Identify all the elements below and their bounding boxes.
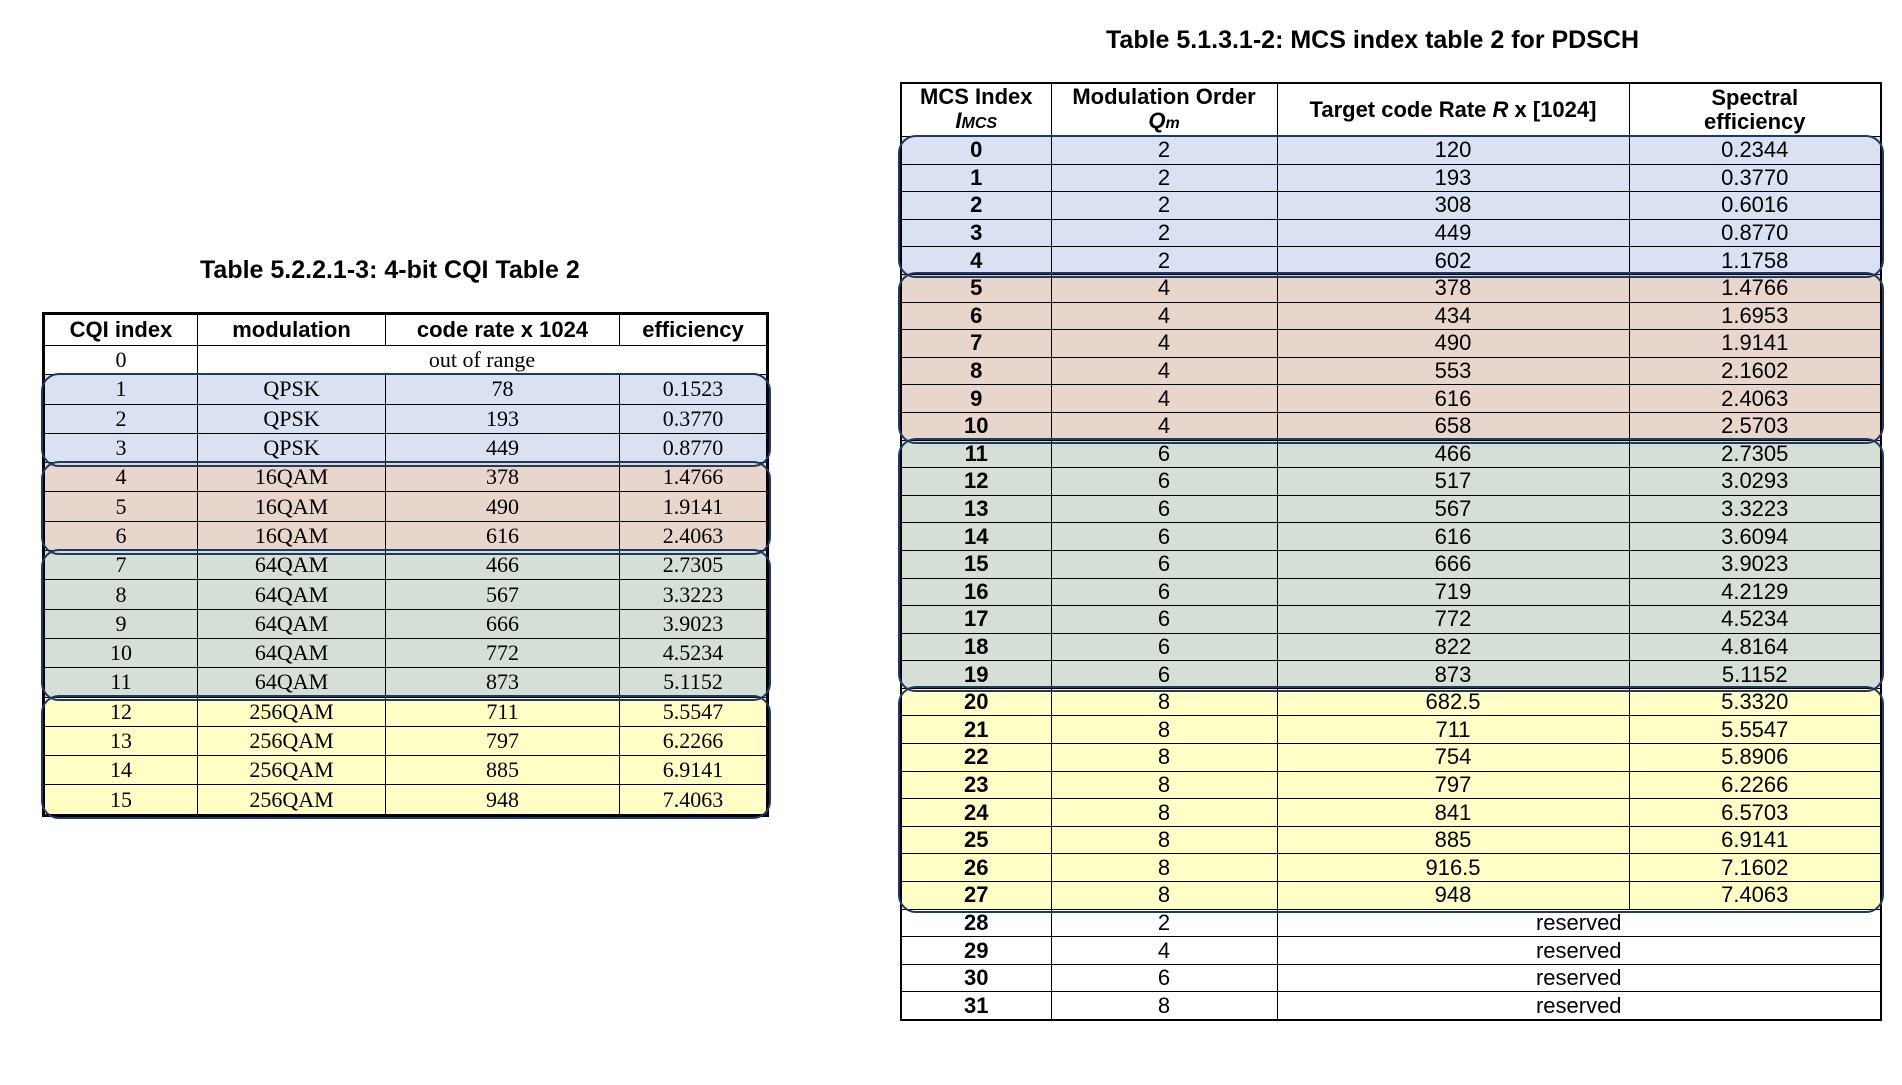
modulation-order-cell: 6: [1051, 964, 1277, 992]
target-code-rate-cell: 434: [1277, 302, 1629, 330]
mcs-index-cell: 0: [901, 137, 1051, 165]
mcs-reserved-row: [901, 909, 1881, 937]
spectral-efficiency-cell: 0.6016: [1629, 192, 1881, 220]
cqi-header-cell: efficiency: [620, 314, 768, 346]
cqi-header-row: [44, 314, 768, 346]
modulation-order-cell: 6: [1051, 661, 1277, 689]
mcs-index-cell: 21: [901, 716, 1051, 744]
code-rate-cell: 567: [386, 580, 620, 609]
mcs-index-cell: 7: [901, 330, 1051, 358]
cqi-header-cell: CQI index: [44, 314, 198, 346]
modulation-order-cell: 6: [1051, 523, 1277, 551]
spectral-efficiency-cell: 5.8906: [1629, 744, 1881, 772]
cqi-table-row: [44, 404, 768, 433]
modulation-order-cell: 8: [1051, 826, 1277, 854]
mcs-table-row: [901, 578, 1881, 606]
mcs-reserved-row: [901, 937, 1881, 965]
modulation-order-cell: 4: [1051, 412, 1277, 440]
spectral-efficiency-cell: 1.4766: [1629, 274, 1881, 302]
mcs-index-cell: 28: [901, 909, 1051, 937]
cqi-index-cell: 14: [44, 756, 198, 785]
cqi-table-title: Table 5.2.2.1-3: 4-bit CQI Table 2: [200, 256, 580, 284]
mcs-table-row: [901, 274, 1881, 302]
mcs-index-cell: 26: [901, 854, 1051, 882]
modulation-order-cell: 4: [1051, 330, 1277, 358]
target-code-rate-cell: 885: [1277, 826, 1629, 854]
cqi-index-cell: 3: [44, 433, 198, 462]
spectral-efficiency-cell: 3.9023: [1629, 550, 1881, 578]
code-rate-cell: 193: [386, 404, 620, 433]
modulation-cell: 64QAM: [198, 609, 386, 638]
code-rate-cell: 797: [386, 726, 620, 755]
cqi-table-row: [44, 668, 768, 697]
cqi-index-cell: 10: [44, 638, 198, 667]
efficiency-cell: 0.8770: [620, 433, 768, 462]
code-rate-cell: 616: [386, 521, 620, 550]
mcs-index-cell: 17: [901, 606, 1051, 634]
spectral-efficiency-cell: 2.7305: [1629, 440, 1881, 468]
cqi-table-row: [44, 726, 768, 755]
mcs-table-row: [901, 330, 1881, 358]
modulation-cell: 64QAM: [198, 668, 386, 697]
target-code-rate-cell: 916.5: [1277, 854, 1629, 882]
efficiency-cell: 5.1152: [620, 668, 768, 697]
mcs-index-cell: 1: [901, 164, 1051, 192]
mcs-table-row: [901, 854, 1881, 882]
cqi-index-cell: 13: [44, 726, 198, 755]
mcs-index-cell: 16: [901, 578, 1051, 606]
mcs-index-cell: 11: [901, 440, 1051, 468]
efficiency-cell: 6.2266: [620, 726, 768, 755]
target-code-rate-cell: 193: [1277, 164, 1629, 192]
spectral-efficiency-cell: 1.6953: [1629, 302, 1881, 330]
modulation-cell: QPSK: [198, 404, 386, 433]
modulation-cell: QPSK: [198, 375, 386, 404]
modulation-order-cell: 8: [1051, 854, 1277, 882]
modulation-order-cell: 2: [1051, 192, 1277, 220]
target-code-rate-cell: 616: [1277, 523, 1629, 551]
mcs-index-cell: 20: [901, 688, 1051, 716]
spectral-efficiency-cell: 5.5547: [1629, 716, 1881, 744]
mcs-table-row: [901, 164, 1881, 192]
header-symbol: R: [1492, 97, 1509, 122]
target-code-rate-cell: 378: [1277, 274, 1629, 302]
code-rate-cell: 873: [386, 668, 620, 697]
efficiency-cell: 7.4063: [620, 785, 768, 815]
modulation-cell: 256QAM: [198, 726, 386, 755]
modulation-order-cell: 6: [1051, 606, 1277, 634]
code-rate-cell: 772: [386, 638, 620, 667]
modulation-order-cell: 6: [1051, 633, 1277, 661]
target-code-rate-cell: 666: [1277, 550, 1629, 578]
spectral-efficiency-cell: 4.5234: [1629, 606, 1881, 634]
mcs-reserved-row: [901, 964, 1881, 992]
modulation-cell: 256QAM: [198, 756, 386, 785]
cqi-index-cell: 11: [44, 668, 198, 697]
spectral-efficiency-cell: 6.2266: [1629, 771, 1881, 799]
target-code-rate-cell: 711: [1277, 716, 1629, 744]
modulation-order-cell: 6: [1051, 495, 1277, 523]
modulation-order-cell: 4: [1051, 385, 1277, 413]
modulation-order-cell: 6: [1051, 468, 1277, 496]
modulation-order-cell: 2: [1051, 219, 1277, 247]
cqi-table-row: [44, 433, 768, 462]
mcs-table-row: [901, 882, 1881, 910]
cqi-table-row: [44, 551, 768, 580]
spectral-efficiency-cell: 5.1152: [1629, 661, 1881, 689]
mcs-index-cell: 4: [901, 247, 1051, 275]
target-code-rate-cell: 490: [1277, 330, 1629, 358]
cqi-table-row: [44, 492, 768, 521]
efficiency-cell: 6.9141: [620, 756, 768, 785]
mcs-table-row: [901, 219, 1881, 247]
modulation-cell: 256QAM: [198, 785, 386, 815]
code-rate-cell: 490: [386, 492, 620, 521]
spectral-efficiency-cell: 3.0293: [1629, 468, 1881, 496]
modulation-order-cell: 8: [1051, 771, 1277, 799]
efficiency-cell: 2.4063: [620, 521, 768, 550]
modulation-cell: 256QAM: [198, 697, 386, 726]
code-rate-cell: 885: [386, 756, 620, 785]
modulation-order-cell: 2: [1051, 137, 1277, 165]
modulation-order-cell: 8: [1051, 882, 1277, 910]
spectral-efficiency-cell: 4.8164: [1629, 633, 1881, 661]
mcs-index-cell: 19: [901, 661, 1051, 689]
mcs-reserved-row: [901, 992, 1881, 1020]
cqi-index-cell: 1: [44, 375, 198, 404]
header-subscript: MCS: [961, 114, 998, 132]
mcs-index-cell: 3: [901, 219, 1051, 247]
mcs-table-row: [901, 302, 1881, 330]
mcs-table-row: [901, 771, 1881, 799]
modulation-order-cell: 8: [1051, 744, 1277, 772]
mcs-index-cell: 30: [901, 964, 1051, 992]
modulation-cell: 16QAM: [198, 492, 386, 521]
mcs-header-row: [901, 83, 1881, 137]
spectral-efficiency-cell: 3.3223: [1629, 495, 1881, 523]
modulation-order-cell: 4: [1051, 302, 1277, 330]
mcs-table-row: [901, 550, 1881, 578]
efficiency-cell: 5.5547: [620, 697, 768, 726]
mcs-table-row: [901, 606, 1881, 634]
target-code-rate-cell: 873: [1277, 661, 1629, 689]
code-rate-cell: 711: [386, 697, 620, 726]
cqi-header-cell: modulation: [198, 314, 386, 346]
spectral-efficiency-cell: 6.9141: [1629, 826, 1881, 854]
mcs-table-row: [901, 192, 1881, 220]
spectral-efficiency-cell: 2.1602: [1629, 357, 1881, 385]
efficiency-cell: 1.9141: [620, 492, 768, 521]
target-code-rate-cell: 658: [1277, 412, 1629, 440]
mcs-index-cell: 15: [901, 550, 1051, 578]
mcs-header-code-rate: [1277, 83, 1629, 137]
mcs-index-cell: 29: [901, 937, 1051, 965]
modulation-order-cell: 2: [1051, 909, 1277, 937]
cqi-index-cell: 12: [44, 697, 198, 726]
mcs-index-cell: 18: [901, 633, 1051, 661]
spectral-efficiency-cell: 2.4063: [1629, 385, 1881, 413]
target-code-rate-cell: 616: [1277, 385, 1629, 413]
efficiency-cell: 0.1523: [620, 375, 768, 404]
mcs-table-row: [901, 137, 1881, 165]
efficiency-cell: 3.9023: [620, 609, 768, 638]
mcs-index-cell: 2: [901, 192, 1051, 220]
reserved-cell: reserved: [1277, 964, 1881, 992]
spectral-efficiency-cell: 6.5703: [1629, 799, 1881, 827]
mcs-table-row: [901, 468, 1881, 496]
cqi-index-cell: 4: [44, 463, 198, 492]
modulation-order-cell: 6: [1051, 578, 1277, 606]
modulation-order-cell: 6: [1051, 550, 1277, 578]
modulation-order-cell: 8: [1051, 992, 1277, 1020]
cqi-index-cell: 5: [44, 492, 198, 521]
mcs-index-cell: 24: [901, 799, 1051, 827]
modulation-cell: 16QAM: [198, 521, 386, 550]
spectral-efficiency-cell: 2.5703: [1629, 412, 1881, 440]
out-of-range-cell: out of range: [198, 346, 768, 375]
efficiency-cell: 4.5234: [620, 638, 768, 667]
code-rate-cell: 466: [386, 551, 620, 580]
mcs-table-row: [901, 523, 1881, 551]
cqi-table: [42, 312, 769, 817]
cqi-index-cell: 7: [44, 551, 198, 580]
efficiency-cell: 3.3223: [620, 580, 768, 609]
modulation-order-cell: 4: [1051, 274, 1277, 302]
mcs-index-cell: 5: [901, 274, 1051, 302]
mcs-table-row: [901, 495, 1881, 523]
spectral-efficiency-cell: 7.4063: [1629, 882, 1881, 910]
cqi-index-cell: 8: [44, 580, 198, 609]
target-code-rate-cell: 772: [1277, 606, 1629, 634]
header-label: Spectral: [1711, 85, 1799, 110]
mcs-index-cell: 10: [901, 412, 1051, 440]
target-code-rate-cell: 517: [1277, 468, 1629, 496]
target-code-rate-cell: 567: [1277, 495, 1629, 523]
mcs-table: [900, 82, 1882, 1021]
spectral-efficiency-cell: 1.1758: [1629, 247, 1881, 275]
header-label: Modulation Order: [1072, 83, 1256, 109]
mcs-table-row: [901, 412, 1881, 440]
reserved-cell: reserved: [1277, 909, 1881, 937]
target-code-rate-cell: 948: [1277, 882, 1629, 910]
target-code-rate-cell: 754: [1277, 744, 1629, 772]
mcs-table-row: [901, 247, 1881, 275]
spectral-efficiency-cell: 5.3320: [1629, 688, 1881, 716]
modulation-order-cell: 4: [1051, 357, 1277, 385]
modulation-order-cell: 2: [1051, 247, 1277, 275]
cqi-table-row: [44, 756, 768, 785]
reserved-cell: reserved: [1277, 937, 1881, 965]
cqi-table-row: [44, 375, 768, 404]
cqi-index-cell: 9: [44, 609, 198, 638]
mcs-table-row: [901, 385, 1881, 413]
cqi-table-row: [44, 580, 768, 609]
spectral-efficiency-cell: 7.1602: [1629, 854, 1881, 882]
mcs-table-row: [901, 633, 1881, 661]
target-code-rate-cell: 822: [1277, 633, 1629, 661]
modulation-cell: 64QAM: [198, 638, 386, 667]
code-rate-cell: 666: [386, 609, 620, 638]
header-label: Target code Rate: [1309, 97, 1493, 122]
spectral-efficiency-cell: 4.2129: [1629, 578, 1881, 606]
cqi-table-row: [44, 463, 768, 492]
header-symbol: Q: [1148, 107, 1166, 133]
spectral-efficiency-cell: 3.6094: [1629, 523, 1881, 551]
cqi-table-row: [44, 609, 768, 638]
cqi-index-cell: 0: [44, 346, 198, 375]
target-code-rate-cell: 682.5: [1277, 688, 1629, 716]
cqi-index-cell: 15: [44, 785, 198, 815]
mcs-index-cell: 12: [901, 468, 1051, 496]
mcs-table-row: [901, 826, 1881, 854]
mcs-index-cell: 14: [901, 523, 1051, 551]
modulation-order-cell: 4: [1051, 937, 1277, 965]
mcs-index-cell: 25: [901, 826, 1051, 854]
mcs-table-row: [901, 744, 1881, 772]
modulation-order-cell: 2: [1051, 164, 1277, 192]
target-code-rate-cell: 466: [1277, 440, 1629, 468]
efficiency-cell: 2.7305: [620, 551, 768, 580]
target-code-rate-cell: 719: [1277, 578, 1629, 606]
spectral-efficiency-cell: 1.9141: [1629, 330, 1881, 358]
mcs-index-cell: 6: [901, 302, 1051, 330]
mcs-index-cell: 13: [901, 495, 1051, 523]
cqi-index-cell: 2: [44, 404, 198, 433]
mcs-header-index: [901, 83, 1051, 137]
spectral-efficiency-cell: 0.8770: [1629, 219, 1881, 247]
header-label: x [1024]: [1508, 97, 1597, 122]
spectral-efficiency-cell: 0.2344: [1629, 137, 1881, 165]
spectral-efficiency-cell: 0.3770: [1629, 164, 1881, 192]
target-code-rate-cell: 797: [1277, 771, 1629, 799]
header-subscript: m: [1165, 114, 1180, 132]
code-rate-cell: 78: [386, 375, 620, 404]
header-label: MCS Index: [920, 83, 1033, 109]
modulation-order-cell: 8: [1051, 716, 1277, 744]
efficiency-cell: 0.3770: [620, 404, 768, 433]
mcs-table-row: [901, 799, 1881, 827]
code-rate-cell: 948: [386, 785, 620, 815]
modulation-cell: 64QAM: [198, 580, 386, 609]
efficiency-cell: 1.4766: [620, 463, 768, 492]
reserved-cell: reserved: [1277, 992, 1881, 1020]
mcs-header-spectral-efficiency: [1629, 83, 1881, 137]
mcs-index-cell: 31: [901, 992, 1051, 1020]
target-code-rate-cell: 602: [1277, 247, 1629, 275]
modulation-order-cell: 8: [1051, 799, 1277, 827]
cqi-table-row: [44, 697, 768, 726]
mcs-table-row: [901, 688, 1881, 716]
target-code-rate-cell: 449: [1277, 219, 1629, 247]
mcs-table-title: Table 5.1.3.1-2: MCS index table 2 for PDSCH: [1106, 26, 1640, 54]
mcs-index-cell: 27: [901, 882, 1051, 910]
mcs-table-row: [901, 661, 1881, 689]
mcs-table-row: [901, 716, 1881, 744]
mcs-header-modulation-order: [1051, 83, 1277, 137]
target-code-rate-cell: 308: [1277, 192, 1629, 220]
mcs-index-cell: 23: [901, 771, 1051, 799]
target-code-rate-cell: 841: [1277, 799, 1629, 827]
header-label: efficiency: [1704, 109, 1806, 134]
modulation-cell: 64QAM: [198, 551, 386, 580]
cqi-table-row: [44, 638, 768, 667]
modulation-cell: QPSK: [198, 433, 386, 462]
modulation-order-cell: 6: [1051, 440, 1277, 468]
mcs-index-cell: 22: [901, 744, 1051, 772]
code-rate-cell: 378: [386, 463, 620, 492]
mcs-table-row: [901, 440, 1881, 468]
cqi-index-cell: 6: [44, 521, 198, 550]
cqi-row-out-of-range: [44, 346, 768, 375]
mcs-index-cell: 9: [901, 385, 1051, 413]
cqi-header-cell: code rate x 1024: [386, 314, 620, 346]
target-code-rate-cell: 120: [1277, 137, 1629, 165]
code-rate-cell: 449: [386, 433, 620, 462]
mcs-index-cell: 8: [901, 357, 1051, 385]
modulation-cell: 16QAM: [198, 463, 386, 492]
cqi-table-row: [44, 521, 768, 550]
target-code-rate-cell: 553: [1277, 357, 1629, 385]
mcs-table-row: [901, 357, 1881, 385]
header-symbol: I: [955, 107, 962, 133]
modulation-order-cell: 8: [1051, 688, 1277, 716]
cqi-table-row: [44, 785, 768, 815]
